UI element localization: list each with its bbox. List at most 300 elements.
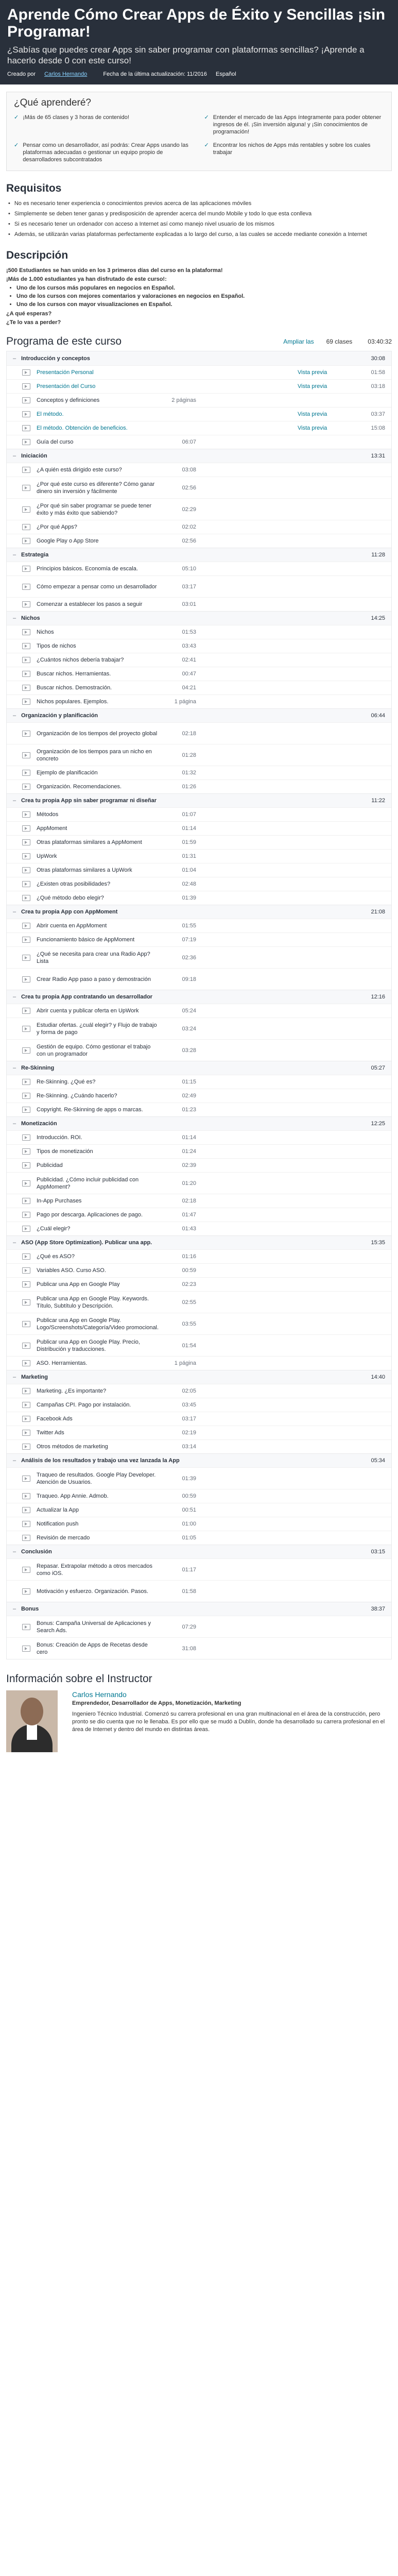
section-header[interactable] — [7, 548, 391, 562]
lecture-row — [7, 1208, 391, 1222]
lecture-duration: 03:24 — [182, 1025, 196, 1032]
section-duration: 03:15 — [371, 1549, 385, 1555]
lecture-title: Variables ASO. Curso ASO. — [37, 1267, 106, 1274]
lecture-row — [7, 1194, 391, 1208]
lecture-duration: 02:56 — [182, 484, 196, 491]
lecture-row — [7, 597, 391, 611]
lecture-title: Otras plataformas similares a AppMoment — [37, 839, 142, 845]
requirement-item: • No es necesario tener experiencia o conocimientos previos acerca de las aplicaciones móviles — [8, 200, 392, 207]
lecture-duration: 01:07 — [182, 811, 196, 818]
lecture-duration: 00:59 — [182, 1267, 196, 1274]
total-duration: 03:40:32 — [368, 338, 392, 345]
lecture-row — [7, 1144, 391, 1158]
collapse-icon: – — [13, 552, 16, 558]
check-icon: ✓ — [204, 142, 209, 148]
lecture-row — [7, 1398, 391, 1412]
collapse-icon: – — [13, 1549, 16, 1555]
lecture-row[interactable] — [7, 421, 391, 435]
lecture-title[interactable]: Presentación Personal — [37, 369, 94, 376]
lecture-duration: 03:14 — [182, 1444, 196, 1450]
lecture-title: Publicidad — [37, 1162, 63, 1168]
video-icon — [22, 1507, 30, 1513]
lecture-duration: 03:18 — [371, 383, 385, 389]
section-header[interactable] — [7, 449, 391, 463]
description-line: ¡Más de 1.000 estudiantes ya han disfrutado de este curso!: — [6, 276, 167, 282]
section-header[interactable] — [7, 905, 391, 919]
lecture-duration: 01:32 — [182, 770, 196, 776]
section-duration: 12:16 — [371, 994, 385, 1000]
video-icon — [22, 1493, 30, 1499]
lecture-row — [7, 1313, 391, 1334]
lecture-row — [7, 1249, 391, 1263]
video-icon — [22, 439, 30, 445]
lecture-title: In-App Purchases — [37, 1198, 82, 1204]
preview-link[interactable]: Vista previa — [298, 411, 327, 417]
lecture-title: Organización. Recomendaciones. — [37, 784, 122, 790]
lecture-row — [7, 1222, 391, 1235]
section-title: ASO (App Store Optimization). Publicar una app. — [21, 1240, 152, 1246]
video-icon — [22, 1008, 30, 1014]
section-header[interactable] — [7, 1061, 391, 1075]
lecture-title: Tipos de monetización — [37, 1148, 93, 1155]
lecture-title: Pago por descarga. Aplicaciones de pago. — [37, 1212, 143, 1218]
section-duration: 30:08 — [371, 355, 385, 362]
section-title: Crea tu propia App con AppMoment — [21, 909, 118, 915]
lecture-duration: 04:21 — [182, 685, 196, 691]
lecture-title: Estudiar ofertas. ¿cuál elegir? y Flujo de trabajo y forma de pago — [37, 1022, 157, 1036]
section-header[interactable] — [7, 1545, 391, 1558]
description-line: ¿Te lo vas a perder? — [6, 319, 61, 326]
video-icon — [22, 566, 30, 572]
lecture-row — [7, 1439, 391, 1453]
lecture-duration: 01:15 — [182, 1079, 196, 1085]
section-duration: 11:28 — [371, 552, 385, 558]
lecture-title: ¿Qué es ASO? — [37, 1253, 75, 1260]
section-duration: 11:22 — [371, 798, 385, 804]
lecture-duration: 03:17 — [182, 1416, 196, 1422]
lecture-duration: 01:00 — [182, 1521, 196, 1527]
lecture-duration: 01:54 — [182, 1342, 196, 1349]
video-icon — [22, 1444, 30, 1450]
lecture-row — [7, 520, 391, 534]
lecture-title: ¿Existen otras posibilidades? — [37, 881, 111, 887]
lecture-duration: 01:55 — [182, 923, 196, 929]
lecture-row — [7, 653, 391, 667]
instructor-bio: Ingeniero Técnico Industrial. Comenzó su carrera profesional en una gran multinacional en el área de la construcción, pero pronto se dio cuenta que no le llenaba. Es por ello que se mudó a Dublín, donde ha desarrollado su carrera profesional en el área de Internet y dentro del mundo en distintas áreas. — [72, 1711, 385, 1733]
lecture-duration: 2 páginas — [171, 397, 196, 403]
collapse-icon: – — [13, 1065, 16, 1071]
description-line: ¿A qué esperas? — [6, 311, 52, 317]
collapse-icon: – — [13, 1458, 16, 1464]
lecture-duration: 03:55 — [182, 1320, 196, 1327]
lecture-row — [7, 1039, 391, 1061]
video-icon — [22, 770, 30, 776]
lecture-title: Buscar nichos. Demostración. — [37, 685, 112, 691]
course-meta — [7, 71, 391, 77]
video-icon — [22, 839, 30, 845]
section-title: Conclusión — [21, 1549, 52, 1555]
video-icon — [22, 1226, 30, 1232]
lecture-duration: 03:45 — [182, 1402, 196, 1408]
section-title: Nichos — [21, 615, 40, 621]
video-icon — [22, 1321, 30, 1327]
video-icon — [22, 601, 30, 607]
what-you-learn-heading: ¿Qué aprenderé? — [14, 97, 91, 108]
lecture-title: Repasar. Extrapolar método a otros mercados como iOS. — [37, 1563, 153, 1577]
lecture-duration: 00:47 — [182, 671, 196, 677]
lecture-duration: 31:08 — [182, 1645, 196, 1652]
lecture-duration: 01:17 — [182, 1566, 196, 1573]
lecture-title[interactable]: El método. Obtención de beneficios. — [37, 425, 128, 431]
lecture-title: Otras plataformas similares a UpWork — [37, 867, 132, 873]
lecture-title: Publicar una App en Google Play. Logo/Screenshots/Categoría/Video promocional. — [37, 1317, 159, 1331]
video-icon — [22, 1107, 30, 1113]
lecture-duration: 03:17 — [182, 583, 196, 590]
lecture-duration: 03:28 — [182, 1047, 196, 1054]
lecture-row — [7, 722, 391, 744]
lecture-duration: 05:24 — [182, 1008, 196, 1014]
description-heading: Descripción — [6, 249, 68, 261]
lecture-title: Cómo empezar a pensar como un desarrollador — [37, 583, 157, 590]
learn-item — [204, 142, 385, 163]
video-icon — [22, 1535, 30, 1541]
collapse-icon: – — [13, 994, 16, 1000]
lecture-row — [7, 681, 391, 694]
lecture-title: Bonus: Creación de Apps de Recetas desde cero — [37, 1641, 148, 1655]
video-icon — [22, 1198, 30, 1204]
lecture-row — [7, 835, 391, 849]
lecture-row — [7, 435, 391, 449]
lecture-title: UpWork — [37, 853, 57, 859]
lecture-title[interactable]: El método. — [37, 411, 64, 417]
lecture-row — [7, 1334, 391, 1356]
lecture-duration: 01:59 — [182, 839, 196, 845]
collapse-icon: – — [13, 909, 16, 915]
section-header[interactable] — [7, 1116, 391, 1130]
video-icon — [22, 1402, 30, 1408]
video-icon — [22, 1567, 30, 1573]
video-icon — [22, 1281, 30, 1287]
video-icon — [22, 506, 30, 513]
lecture-row — [7, 779, 391, 793]
lecture-title: ¿Qué método debo elegir? — [37, 895, 104, 901]
video-icon — [22, 411, 30, 417]
lecture-title: Actualizar la App — [37, 1507, 79, 1513]
lecture-row — [7, 1637, 391, 1659]
lecture-title: ASO. Herramientas. — [37, 1360, 88, 1366]
video-icon — [22, 1476, 30, 1482]
lecture-row[interactable] — [7, 379, 391, 393]
video-icon — [22, 867, 30, 873]
lecture-title: Ejemplo de planificación — [37, 770, 98, 776]
video-icon — [22, 685, 30, 691]
video-icon — [22, 1646, 30, 1652]
video-icon — [22, 657, 30, 663]
lecture-row — [7, 1089, 391, 1103]
section-title: Monetización — [21, 1121, 57, 1127]
lecture-row — [7, 575, 391, 597]
lecture-duration: 01:58 — [182, 1588, 196, 1595]
requirement-item: • Si es necesario tener un ordenador con acceso a Internet así como manejo nivel usuario de los mismos — [8, 221, 392, 228]
course-title: Aprende Cómo Crear Apps de Éxito y Sencillas ¡sin Programar! — [7, 6, 386, 40]
video-icon — [22, 1079, 30, 1085]
video-icon — [22, 1047, 30, 1054]
video-icon — [22, 1162, 30, 1168]
lecture-row — [7, 933, 391, 946]
section-header[interactable] — [7, 1370, 391, 1384]
lecture-title: Comenzar a establecer los pasos a seguir — [37, 601, 143, 607]
video-icon — [22, 1253, 30, 1260]
video-icon — [22, 853, 30, 859]
video-icon — [22, 1026, 30, 1032]
lecture-row — [7, 463, 391, 477]
video-icon — [22, 825, 30, 832]
collapse-icon: – — [13, 798, 16, 804]
section-duration: 13:31 — [371, 453, 385, 459]
lecture-duration: 01:14 — [182, 1134, 196, 1141]
section-duration: 38:37 — [371, 1606, 385, 1612]
description-body — [6, 267, 392, 326]
lecture-duration: 02:36 — [182, 954, 196, 961]
lecture-title: Traqueo de resultados. Google Play Developer. Atención de Usuarios. — [37, 1471, 156, 1485]
description-bullet: • Uno de los cursos más populares en negocios en Español. — [16, 284, 392, 292]
instructor-heading: Información sobre el Instructor — [6, 1673, 152, 1685]
lecture-title: ¿Qué se necesita para crear una Radio App? Lista — [37, 951, 150, 964]
lecture-title: Nichos — [37, 629, 54, 635]
curriculum-heading: Programa de este curso — [6, 335, 122, 347]
lecture-title: Gestión de equipo. Cómo gestionar el trabajo con un programador — [37, 1043, 151, 1057]
lecture-row — [7, 1004, 391, 1018]
lecture-duration: 01:53 — [182, 629, 196, 635]
lecture-title: Copyright. Re-Skinning de apps o marcas. — [37, 1107, 143, 1113]
video-icon — [22, 1267, 30, 1274]
instructor-name-link[interactable]: Carlos Hernando — [72, 1690, 127, 1699]
section-duration: 14:40 — [371, 1374, 385, 1380]
lecture-row — [7, 534, 391, 548]
video-icon — [22, 1624, 30, 1630]
lecture-duration: 03:37 — [371, 411, 385, 417]
video-icon — [22, 584, 30, 590]
lecture-title: Crear Radio App paso a paso y demostración — [37, 976, 151, 982]
instructor-avatar[interactable] — [6, 1690, 58, 1752]
curriculum-list — [6, 351, 392, 1659]
lecture-duration: 01:20 — [182, 1180, 196, 1187]
lecture-title: Revisión de mercado — [37, 1535, 90, 1541]
section-title: Crea tu propia App sin saber programar ni diseñar — [21, 798, 157, 804]
video-icon — [22, 784, 30, 790]
requirements-list — [8, 200, 392, 238]
lecture-row — [7, 1426, 391, 1439]
lecture-title: Marketing. ¿Es importante? — [37, 1388, 107, 1394]
lecture-duration: 02:23 — [182, 1281, 196, 1287]
lecture-title: Re-Skinning. ¿Qué es? — [37, 1079, 96, 1085]
lecture-duration: 01:23 — [182, 1107, 196, 1113]
video-icon — [22, 425, 30, 431]
lecture-duration: 02:56 — [182, 538, 196, 544]
section-title: Re-Skinning — [21, 1065, 55, 1071]
lecture-row — [7, 1489, 391, 1503]
requirements-heading: Requisitos — [6, 182, 62, 194]
video-icon — [22, 383, 30, 389]
course-language: Español — [215, 71, 236, 77]
section-duration: 06:44 — [371, 713, 385, 719]
lecture-row[interactable] — [7, 407, 391, 421]
lecture-title: Notification push — [37, 1521, 79, 1527]
video-icon — [22, 1093, 30, 1099]
lecture-duration: 02:18 — [182, 730, 196, 737]
lecture-title: ¿Cuál elegir? — [37, 1226, 71, 1232]
lecture-duration: 01:04 — [182, 867, 196, 873]
section-header[interactable] — [7, 351, 391, 365]
lecture-duration: 02:02 — [182, 524, 196, 530]
lecture-row — [7, 667, 391, 681]
collapse-icon: – — [13, 453, 16, 459]
collapse-icon: – — [13, 355, 16, 362]
preview-link[interactable]: Vista previa — [298, 425, 327, 431]
lecture-title: ¿Cuántos nichos debería trabajar? — [37, 657, 124, 663]
lecture-row — [7, 919, 391, 933]
section-header[interactable] — [7, 708, 391, 722]
what-you-learn-box — [6, 92, 392, 171]
lecture-duration: 01:14 — [182, 825, 196, 832]
lecture-title: Tipos de nichos — [37, 643, 76, 649]
expand-all-button[interactable]: Ampliar las — [283, 338, 314, 345]
lecture-row — [7, 1517, 391, 1531]
video-icon — [22, 895, 30, 901]
lecture-row — [7, 477, 391, 498]
lecture-row — [7, 1103, 391, 1116]
video-icon — [22, 1416, 30, 1422]
lecture-title: Google Play o App Store — [37, 538, 99, 544]
video-icon — [22, 1588, 30, 1595]
lecture-duration: 1 página — [174, 699, 196, 705]
video-icon — [22, 955, 30, 961]
video-icon — [22, 643, 30, 649]
lecture-title: Introducción. ROI. — [37, 1134, 82, 1141]
preview-link[interactable]: Vista previa — [298, 369, 327, 376]
video-icon — [22, 1299, 30, 1306]
instructor-role: Emprendedor, Desarrollador de Apps, Monetización, Marketing — [72, 1700, 241, 1706]
author-link[interactable]: Carlos Hernando — [44, 71, 88, 77]
lecture-title: AppMoment — [37, 825, 67, 832]
course-subtitle: ¿Sabías que puedes crear Apps sin saber programar con plataformas sencillas? ¡Aprende a hacerlo desde 0 con este curso! — [7, 45, 365, 65]
lecture-title: Buscar nichos. Herramientas. — [37, 671, 111, 677]
video-icon — [22, 1212, 30, 1218]
section-title: Estrategia — [21, 552, 49, 558]
learn-item-text: Entender el mercado de las Apps íntegramente para poder obtener ingresos de él. ¡Sin inversión alguna! y ¡Sin conocimientos de programación! — [213, 114, 382, 135]
lecture-title: ¿Por qué este curso es diferente? Cómo ganar dinero sin inversión y fácilmente — [37, 481, 155, 495]
lecture-duration: 01:26 — [182, 784, 196, 790]
lecture-row — [7, 1467, 391, 1489]
lecture-title: ¿Por qué Apps? — [37, 524, 77, 530]
lecture-title[interactable]: Presentación del Curso — [37, 383, 96, 389]
lecture-row — [7, 1158, 391, 1172]
section-header[interactable] — [7, 1235, 391, 1249]
lecture-row — [7, 744, 391, 766]
section-header[interactable] — [7, 1453, 391, 1467]
video-icon — [22, 1180, 30, 1187]
lecture-row — [7, 877, 391, 891]
lecture-title: Otros métodos de marketing — [37, 1444, 108, 1450]
video-icon — [22, 1343, 30, 1349]
lecture-row — [7, 1018, 391, 1039]
preview-link[interactable]: Vista previa — [298, 383, 327, 389]
lecture-row[interactable] — [7, 365, 391, 379]
section-duration: 15:35 — [371, 1240, 385, 1246]
check-icon: ✓ — [204, 114, 209, 121]
section-header[interactable] — [7, 1602, 391, 1616]
lecture-row — [7, 393, 391, 407]
lecture-duration: 05:10 — [182, 566, 196, 572]
video-icon — [22, 811, 30, 818]
lecture-row — [7, 766, 391, 779]
lecture-duration: 02:49 — [182, 1093, 196, 1099]
description-line: ¡500 Estudiantes se han unido en los 3 primeros días del curso en la plataforma! — [6, 267, 223, 274]
video-icon — [22, 1521, 30, 1527]
lecture-duration: 06:07 — [182, 439, 196, 445]
video-icon — [22, 731, 30, 737]
lecture-duration: 01:28 — [182, 752, 196, 758]
video-icon — [22, 937, 30, 943]
lecture-row — [7, 1412, 391, 1426]
lecture-row — [7, 1356, 391, 1370]
lecture-row — [7, 1531, 391, 1545]
video-icon — [22, 629, 30, 635]
section-duration: 05:34 — [371, 1458, 385, 1464]
section-header[interactable] — [7, 990, 391, 1004]
lecture-duration: 07:29 — [182, 1623, 196, 1630]
lecture-duration: 01:47 — [182, 1212, 196, 1218]
lecture-row — [7, 821, 391, 835]
lecture-duration: 03:43 — [182, 643, 196, 649]
video-icon — [22, 1430, 30, 1436]
lecture-title: Guía del curso — [37, 439, 74, 445]
lecture-row — [7, 863, 391, 877]
lecture-duration: 02:05 — [182, 1388, 196, 1394]
video-icon — [22, 881, 30, 887]
lecture-title: ¿A quién está dirigido este curso? — [37, 467, 122, 473]
lecture-row — [7, 625, 391, 639]
section-header[interactable] — [7, 611, 391, 625]
video-icon — [22, 467, 30, 473]
curriculum-header — [6, 335, 392, 348]
lecture-row — [7, 1558, 391, 1580]
lecture-title: ¿Por qué sin saber programar se puede tener éxito y más éxito que sabiendo? — [37, 502, 152, 516]
learn-item — [204, 114, 385, 135]
instructor-section — [6, 1673, 392, 1752]
description-bullet: • Uno de los cursos con mayor visualizaciones en Español. — [16, 301, 392, 308]
lecture-duration: 01:39 — [182, 1475, 196, 1482]
lecture-row — [7, 498, 391, 520]
check-icon: ✓ — [14, 114, 19, 121]
lecture-row — [7, 562, 391, 575]
lecture-duration: 07:19 — [182, 937, 196, 943]
video-icon — [22, 1388, 30, 1394]
lecture-title: Abrir cuenta y publicar oferta en UpWork — [37, 1008, 139, 1014]
lecture-row — [7, 807, 391, 821]
lecture-duration: 00:51 — [182, 1507, 196, 1513]
section-title: Análisis de los resultados y trabajo una vez lanzada la App — [21, 1458, 180, 1464]
video-icon — [22, 671, 30, 677]
lecture-title: Publicar una App en Google Play — [37, 1281, 120, 1287]
section-header[interactable] — [7, 793, 391, 807]
lecture-row — [7, 968, 391, 990]
lecture-duration: 01:24 — [182, 1148, 196, 1155]
lecture-title: Conceptos y definiciones — [37, 397, 100, 403]
lecture-row — [7, 946, 391, 968]
section-duration: 21:08 — [371, 909, 385, 915]
video-icon — [22, 752, 30, 758]
